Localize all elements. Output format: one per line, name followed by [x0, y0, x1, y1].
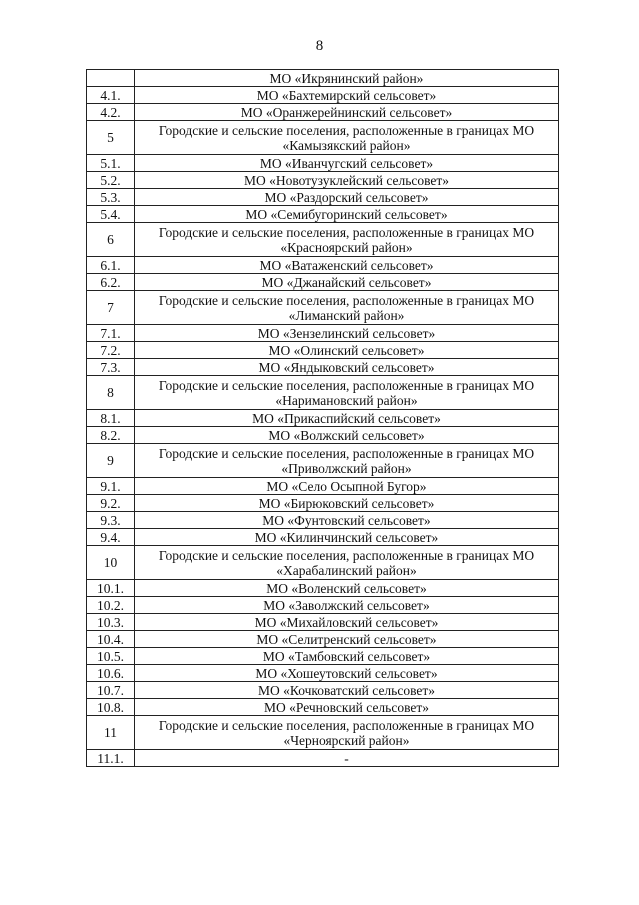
table-row — [87, 410, 559, 427]
row-number-cell: 10 — [87, 546, 135, 580]
row-number-cell: 5.1. — [87, 155, 135, 172]
row-number-cell: 8.2. — [87, 427, 135, 444]
row-name-cell: МО «Тамбовский сельсовет» — [135, 648, 559, 665]
row-number-cell: 9.1. — [87, 478, 135, 495]
row-name-cell: Городские и сельские поселения, расположенные в границах МО «Приволжский район» — [135, 444, 559, 478]
page-number: 8 — [315, 38, 324, 54]
table-row — [87, 359, 559, 376]
table-row — [87, 223, 559, 257]
table-row — [87, 699, 559, 716]
table-row — [87, 87, 559, 104]
table-row — [87, 342, 559, 359]
table-row — [87, 716, 559, 750]
row-name-cell: МО «Джанайский сельсовет» — [135, 274, 559, 291]
row-number-cell: 10.7. — [87, 682, 135, 699]
row-number-cell: 10.2. — [87, 597, 135, 614]
row-name-cell: МО «Заволжский сельсовет» — [135, 597, 559, 614]
row-number-cell: 6.1. — [87, 257, 135, 274]
row-number-cell: 6.2. — [87, 274, 135, 291]
row-name-cell: МО «Воленский сельсовет» — [135, 580, 559, 597]
row-name-cell: Городские и сельские поселения, расположенные в границах МО «Камызякский район» — [135, 121, 559, 155]
row-name-cell: МО «Икрянинский район» — [135, 70, 559, 87]
row-number-cell: 5 — [87, 121, 135, 155]
row-name-cell: Городские и сельские поселения, расположенные в границах МО «Наримановский район» — [135, 376, 559, 410]
row-number-cell: 10.4. — [87, 631, 135, 648]
row-number-cell: 9 — [87, 444, 135, 478]
row-number-cell: 10.8. — [87, 699, 135, 716]
row-number-cell — [87, 70, 135, 87]
row-name-cell: МО «Иванчугский сельсовет» — [135, 155, 559, 172]
row-number-cell: 11 — [87, 716, 135, 750]
table-row — [87, 172, 559, 189]
table-row — [87, 104, 559, 121]
table-row — [87, 427, 559, 444]
table-row — [87, 444, 559, 478]
row-name-cell: МО «Ватаженский сельсовет» — [135, 257, 559, 274]
row-name-cell: - — [135, 750, 559, 767]
table-row — [87, 274, 559, 291]
table-row — [87, 70, 559, 87]
row-number-cell: 6 — [87, 223, 135, 257]
table-row — [87, 478, 559, 495]
table-row — [87, 189, 559, 206]
row-number-cell: 7 — [87, 291, 135, 325]
table-row — [87, 580, 559, 597]
row-name-cell: МО «Хошеутовский сельсовет» — [135, 665, 559, 682]
table-row — [87, 665, 559, 682]
row-name-cell: Городские и сельские поселения, расположенные в границах МО «Красноярский район» — [135, 223, 559, 257]
table-row — [87, 546, 559, 580]
row-name-cell: МО «Бахтемирский сельсовет» — [135, 87, 559, 104]
table-row — [87, 597, 559, 614]
row-name-cell: Городские и сельские поселения, расположенные в границах МО «Харабалинский район» — [135, 546, 559, 580]
table-row — [87, 121, 559, 155]
row-name-cell: МО «Семибугоринский сельсовет» — [135, 206, 559, 223]
table-row — [87, 648, 559, 665]
row-number-cell: 7.2. — [87, 342, 135, 359]
row-name-cell: МО «Селитренский сельсовет» — [135, 631, 559, 648]
table-body — [87, 70, 559, 767]
row-name-cell: МО «Село Осыпной Бугор» — [135, 478, 559, 495]
row-number-cell: 9.2. — [87, 495, 135, 512]
row-name-cell: МО «Яндыковский сельсовет» — [135, 359, 559, 376]
table-row — [87, 750, 559, 767]
row-name-cell: МО «Речновский сельсовет» — [135, 699, 559, 716]
row-name-cell: МО «Прикаспийский сельсовет» — [135, 410, 559, 427]
row-number-cell: 10.1. — [87, 580, 135, 597]
table-row — [87, 325, 559, 342]
table-row — [87, 631, 559, 648]
row-name-cell: МО «Бирюковский сельсовет» — [135, 495, 559, 512]
table-row — [87, 614, 559, 631]
table-row — [87, 376, 559, 410]
row-number-cell: 5.3. — [87, 189, 135, 206]
row-name-cell: МО «Волжский сельсовет» — [135, 427, 559, 444]
row-number-cell: 4.2. — [87, 104, 135, 121]
table-row — [87, 155, 559, 172]
row-number-cell: 7.3. — [87, 359, 135, 376]
row-name-cell: Городские и сельские поселения, расположенные в границах МО «Лиманский район» — [135, 291, 559, 325]
row-number-cell: 9.4. — [87, 529, 135, 546]
row-number-cell: 10.5. — [87, 648, 135, 665]
row-name-cell: МО «Оранжерейнинский сельсовет» — [135, 104, 559, 121]
table-row — [87, 257, 559, 274]
table-row — [87, 529, 559, 546]
row-name-cell: МО «Зензелинский сельсовет» — [135, 325, 559, 342]
row-name-cell: МО «Олинский сельсовет» — [135, 342, 559, 359]
table-row — [87, 291, 559, 325]
table-row — [87, 512, 559, 529]
row-number-cell: 9.3. — [87, 512, 135, 529]
row-number-cell: 4.1. — [87, 87, 135, 104]
row-name-cell: МО «Кочковатский сельсовет» — [135, 682, 559, 699]
row-name-cell: МО «Михайловский сельсовет» — [135, 614, 559, 631]
row-number-cell: 5.2. — [87, 172, 135, 189]
row-number-cell: 5.4. — [87, 206, 135, 223]
row-number-cell: 11.1. — [87, 750, 135, 767]
table-row — [87, 495, 559, 512]
settlements-table — [86, 69, 559, 767]
table-row — [87, 206, 559, 223]
row-number-cell: 8.1. — [87, 410, 135, 427]
row-number-cell: 7.1. — [87, 325, 135, 342]
row-number-cell: 10.3. — [87, 614, 135, 631]
row-name-cell: МО «Килинчинский сельсовет» — [135, 529, 559, 546]
row-number-cell: 10.6. — [87, 665, 135, 682]
row-name-cell: МО «Новотузуклейский сельсовет» — [135, 172, 559, 189]
row-name-cell: Городские и сельские поселения, расположенные в границах МО «Черноярский район» — [135, 716, 559, 750]
row-name-cell: МО «Фунтовский сельсовет» — [135, 512, 559, 529]
row-name-cell: МО «Раздорский сельсовет» — [135, 189, 559, 206]
table-row — [87, 682, 559, 699]
row-number-cell: 8 — [87, 376, 135, 410]
